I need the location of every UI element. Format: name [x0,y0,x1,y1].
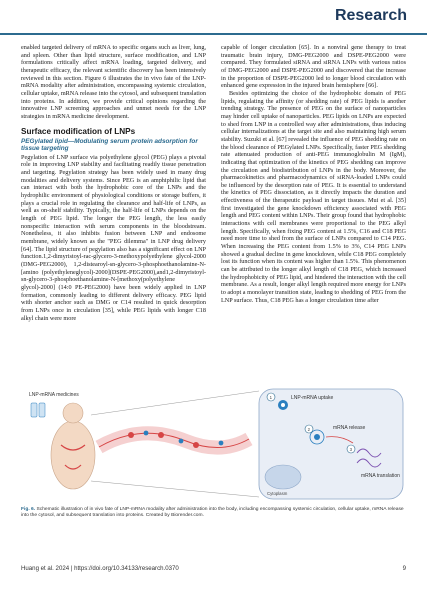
label-translation: mRNA translation [361,473,400,479]
step-1: 1 [269,395,272,400]
body-paragraph: capable of longer circulation [65]. In a nonviral gene therapy to treat traumatic brain injury, DMG-PEG2000 and DSPE-PEG2000 were compared. They formulated siRNA and siRNA LNPs with various ratios of DMG-PEG2000 and DSPE-PEG2000 and discovered that the increase in the proportion of DSPE-PEG2000 led to longer blood circulation with enhanced gene expression in the injured brain hemisphere [66]. [221,44,406,90]
page-number: 9 [402,565,406,572]
label-cytoplasm: Cytoplasm [267,491,288,496]
body-paragraph: Pegylation of LNP surface via polyethylene glycol (PEG) plays a pivotal role in improving LNP stability and facilitating readily tissue penetration and targeting. Pegylation strategy has been widely used in many drug modalities and delivery systems. Since PEG is an amphiphilic lipid that can interact with both the hydrophobic core of the LNPs and the hydrophilic environment of physiological conditions or storage buffers, it plays a crucial role in regulating the clearance and half-life of LNPs, as well as on-shelf stability. Typically, the half-life of LNPs depends on the length of PEG lipid. The longer the PEG length, the less easily nonspecific interaction with serum components in the bloodstream. Nonetheless, it also inhibits fusion between LNP and endosome membrane, widely known as the "PEG dilemma" in LNP drug delivery [64]. The lipid structure of pegylation also has a significant effect on LNP function.1,2-dimyristoyl-rac-glycero-3-methoxypolyethylene glycol-2000 (DMG-PEG2000), 1,2-distearoyl-sn-glycero-3-phosphoethanolamine-N-[amino (polyethyleneglycol)-2000](DSPE-PEG2000),and1,2-dimyristoyl-sn-glycero-3-phosphoethanolamine-N-[methoxy(polyethylene glycol)-2000] (14:0 PE-PEG2000) have been widely applied in LNP formation, commonly leading to different delivery efficacy. PEG lipid with shorter anchor such as DMG or C14 resulted in quick desorption from LNPs once in circulation [35], while PEG lipids with longer C18 alkyl chain were more [21,153,206,322]
section-heading: Surface modification of LNPs [21,126,136,136]
figure-6 [21,385,407,503]
caption-text: Schematic illustration of in vivo fate of LNP-mRNA modality after administration into the body, including encompassing systemic circulation, cellular uptake, mRNA release into the cytosol, and subsequent translation into proteins. Created by Biorender.com. [21,507,404,519]
label-release: mRNA release [333,425,366,431]
body-paragraph: enabled targeted delivery of mRNA to specific organs such as liver, lung, and spleen. Other than lipid structure, surface modification, and LNP formulations critically affect mRNA loading, targeted delivery, and therapeutic efficacy, the relevant scientific discovery has been intensively reviewed in this section. Figure 6 illustrates the in vivo fate of the LNP-mRNA modality after administration, encompassing systemic circulation, cellular uptake, mRNA release into the cytosol, and subsequent translation into proteins. In addition, we provide critical opinions regarding the innovative LNP screening approaches and unmet needs for the LNP strategies in mRNA medicine development. [21,44,206,120]
body-silhouette [51,403,95,489]
footer-citation[interactable]: Huang et al. 2024 | https://doi.org/10.34133/research.0370 [21,565,179,572]
cell-diagram [259,389,403,499]
header-rule [0,33,427,35]
subsection-heading: PEGylated lipid—Modulating serum protein adsorption for tissue targeting [21,137,198,153]
vial-icon [31,403,45,417]
journal-name: Research [334,7,407,24]
figure-caption [21,507,407,519]
left-column [21,44,206,322]
caption-label: Fig. 6. [21,507,36,512]
right-column [221,44,406,304]
figure-illustration [21,385,407,503]
blood-vessel [99,431,249,448]
label-uptake: LNP-mRNA uptake [291,395,334,401]
body-paragraph: Besides optimizing the choice of the hydrophobic domain of PEG lipids, regulating the affinity (or shedding rate) of PEG lipids is another trending strategy. The presence of PEG on the surface of nanoparticles may hinder cell uptake of nanoparticles. PEG lipids on LNPs are expected to shed from LNP in a controlled way after administrations, thus inducing cellular internalizations at the target site and also maintaining high serum stability. Suzuki et al. [67] revealed the influence of PEG shedding rate on the blood clearance of PEGylated LNPs. Specifically, faster PEG shedding rate attenuated production of anti-PEG immunoglobulin M (IgM), indicating that optimization of the kinetics of PEG shedding can improve the circulation and biodistribution of LNPs in the body. Moreover, the pharmacokinetics and pharmacodynamics of siRNA-loaded LNPs could be influenced by the desorption rate of PEG. It is essential to understand the kinetics of PEG dissociation, as it directly impacts the duration and effectiveness of the therapeutic payload in target tissues. Mui et al. [35] first investigated the gene knockdown efficiency associated with PEG length and PEG content within LNPs. Their group found that hydrophobic interactions with cell membranes were proportional to the PEG alkyl length. Specifically, when fixing PEG content at 1.5%, C16 and C18 PEG need more time to shed from the surface of LNPs compared to C14 PEG. When increasing the PEG content from 1.5% to 3%, C14 PEG LNPs showed a gradual decline in gene knockdown, while C18 PEG completely lost its function when its content was higher than 1.5%. This phenomenon can be attributed to the longer alkyl length of C18 PEG, which increased the hydrophobicity of PEG lipid, and hindered the interaction with the cell membrane. As a result, longer alkyl length required more energy for LNPs to adopt a monolayer transition state, leading to shedding of PEG from the LNP surface. Thus, C18 PEG has a longer circulation time after [221,89,406,304]
step-3: 3 [349,447,352,452]
label-medicines: LNP-mRNA medicines [29,392,79,398]
step-2: 2 [307,427,310,432]
